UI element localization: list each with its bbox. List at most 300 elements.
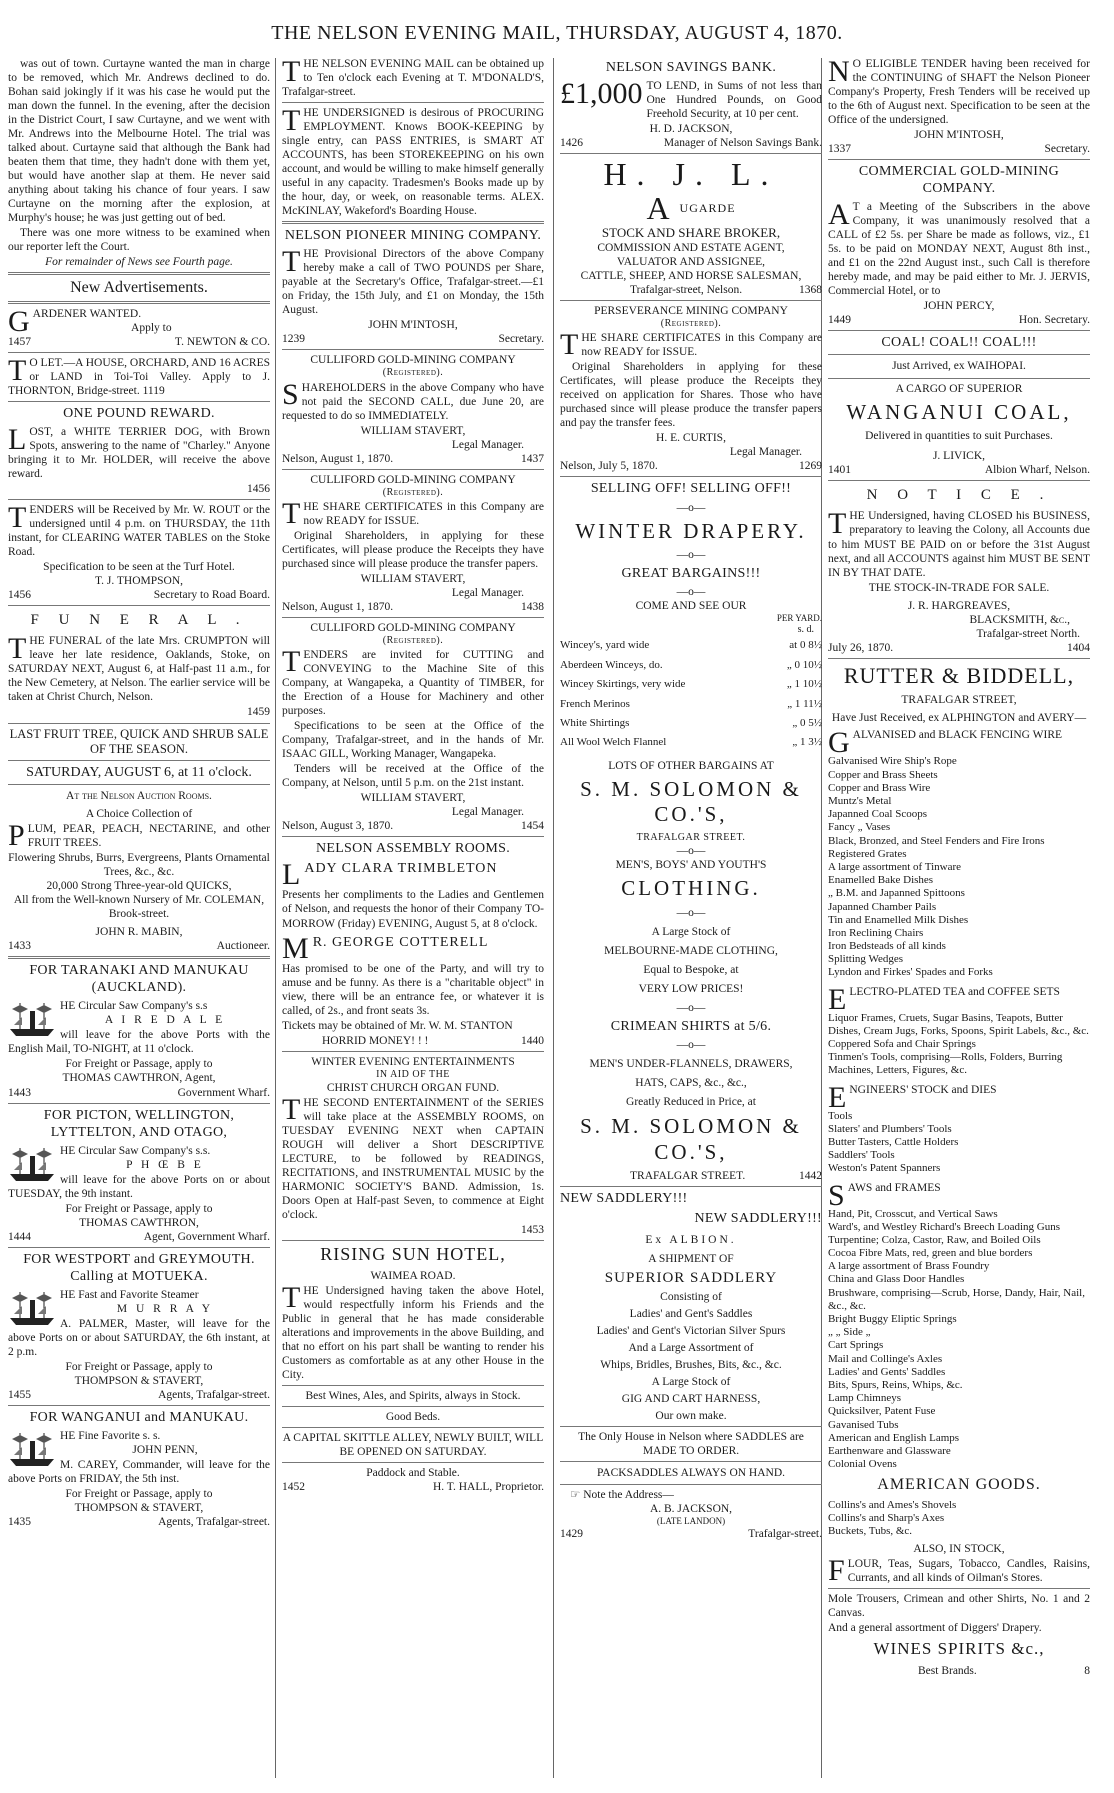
ad-text: Specification to be seen at the Turf Hotel. bbox=[43, 561, 235, 574]
ad-text: A CARGO OF SUPERIOR bbox=[895, 382, 1023, 395]
ad-number: 1440 bbox=[521, 1034, 544, 1047]
price-value: „ 0 5½ bbox=[792, 717, 822, 730]
ad-signature: THOMAS CAWTHRON, Agent, bbox=[62, 1072, 216, 1085]
ad-text: A. PALMER, Master, will leave for the above Ports on or about SATURDAY, the 6th instant, at 2 p.m. bbox=[8, 1317, 270, 1358]
pointing-hand-icon: ☞ bbox=[570, 1489, 581, 1502]
ad-text: (LATE LANDON) bbox=[656, 1516, 726, 1527]
ad-text: ENDERS are invited for CUTTING and CONVEYING to the Machine Site of this Company, at Wangapeka, a Quantity of TIMBER, for the Erection of a House for Machinery and other purposes. bbox=[282, 649, 544, 718]
drop-cap: T bbox=[282, 245, 301, 279]
ad-number: 1404 bbox=[1067, 641, 1090, 654]
product-list bbox=[828, 1110, 1090, 1176]
drop-cap: T bbox=[282, 104, 301, 138]
price-item: Wincey Skirtings, very wide bbox=[560, 678, 686, 691]
ad-number: 1444 bbox=[8, 1230, 31, 1243]
ad-heading: NELSON ASSEMBLY ROOMS. bbox=[315, 841, 511, 857]
product-item: Copper and Brass Wire bbox=[828, 781, 931, 794]
ad-culliford-2 bbox=[282, 473, 544, 614]
ad-rutter-biddell bbox=[828, 663, 1090, 1679]
drop-cap: T bbox=[8, 501, 27, 534]
ad-westport-steamer bbox=[8, 1251, 270, 1402]
divider bbox=[8, 605, 270, 606]
ad-evening-mail bbox=[282, 57, 544, 99]
ad-text: O ELIGIBLE TENDER having been received for the CONTINUING of SHAFT the Nelson Pioneer Company's Property, Fresh Tenders will be received up to the 6th of August next. Specification to be seen at the Office of the undersigned. bbox=[828, 58, 1090, 127]
ad-text: The Only House in Nelson where SADDLES are MADE TO ORDER. bbox=[578, 1431, 804, 1458]
ad-text: LECTRO-PLATED TEA and COFFEE SETS bbox=[849, 985, 1060, 998]
ad-rising-sun-hotel bbox=[282, 1244, 544, 1494]
ad-text: For Freight or Passage, apply to bbox=[65, 1361, 213, 1374]
price-item: Wincey's, yard wide bbox=[560, 639, 650, 652]
ad-signature: JOHN M'INTOSH, bbox=[914, 129, 1004, 142]
product-item: Iron Reclining Chairs bbox=[828, 926, 924, 939]
ad-winter-entertainments bbox=[282, 1055, 544, 1237]
ad-text: ALSO, IN STOCK, bbox=[913, 1543, 1005, 1556]
price-item: All Wool Welch Flannel bbox=[560, 736, 667, 749]
ad-text: Note the Address— bbox=[583, 1489, 674, 1502]
ornament: —o— bbox=[676, 1002, 706, 1014]
product-item: Galvanised Wire Ship's Rope bbox=[828, 755, 957, 768]
ad-text: HE Undersigned having taken the above Hotel, would respectfully inform his Friends and the Public in general that he has made considerable alterations and improvements in the above Building, and that no effort on his part shall be wanting to render his Customers as comfortable as at any other House in the City. bbox=[282, 1284, 544, 1382]
divider bbox=[8, 1247, 270, 1248]
ad-wanganui-steamer bbox=[8, 1409, 270, 1529]
divider bbox=[560, 476, 822, 477]
price-row bbox=[560, 636, 822, 655]
ad-number: 1457 bbox=[8, 335, 31, 348]
ad-heading: ONE POUND REWARD. bbox=[63, 405, 215, 421]
ad-text: HE SHARE CERTIFICATES in this Company are now READY for ISSUE. bbox=[581, 332, 822, 359]
ad-number: 1401 bbox=[828, 464, 851, 477]
ad-text: A CAPITAL SKITTLE ALLEY, NEWLY BUILT, WILL BE OPENED ON SATURDAY. bbox=[282, 1432, 544, 1459]
drop-cap: T bbox=[8, 353, 27, 387]
ad-road-tenders bbox=[8, 503, 270, 602]
ad-text: Have Just Received, ex ALPHINGTON and AVERY— bbox=[831, 712, 1087, 725]
ad-number: 1453 bbox=[521, 1223, 544, 1236]
product-item: Turpentine; Colza, Castor, Raw, and Boiled Oils bbox=[828, 1233, 1041, 1246]
ad-text: LUM, PEAR, PEACH, NECTARINE, and other FRUIT TREES. bbox=[27, 823, 270, 850]
ad-text: A Choice Collection of bbox=[85, 808, 193, 821]
divider bbox=[8, 499, 270, 500]
ad-text: Flowering Shrubs, Burrs, Evergreens, Plants Ornamental Trees, &c., &c. bbox=[8, 852, 270, 879]
product-item: Earthenware and Glassware bbox=[828, 1444, 951, 1457]
ad-signature: T. J. THOMPSON, bbox=[94, 575, 184, 588]
product-item: Cart Springs bbox=[828, 1339, 884, 1352]
ad-text: And a Large Assortment of bbox=[628, 1341, 754, 1354]
divider bbox=[8, 723, 270, 724]
ad-number: 1449 bbox=[828, 314, 851, 327]
ad-number: 1459 bbox=[247, 706, 270, 719]
ad-subheading: (Registered). bbox=[382, 367, 444, 379]
ad-heading: PERSEVERANCE MINING COMPANY bbox=[594, 305, 788, 318]
product-item: Saddlers' Tools bbox=[828, 1149, 895, 1162]
product-item: Bright Buggy Eliptic Springs bbox=[828, 1313, 957, 1326]
ad-text: Trafalgar-street North. bbox=[976, 627, 1080, 640]
ad-commercial-mining bbox=[828, 163, 1090, 327]
product-item: Weston's Patent Spanners bbox=[828, 1162, 941, 1175]
product-item: Colonial Ovens bbox=[828, 1458, 897, 1471]
ad-signature: A. B. JACKSON, bbox=[649, 1503, 733, 1516]
ad-text: O LET.—A HOUSE, ORCHARD, AND 16 ACRES or LAND in Toi-Toi Valley. Apply to J. THORNTON, Bridge-street. 1119 bbox=[8, 356, 270, 397]
divider bbox=[560, 153, 822, 154]
price-row bbox=[560, 733, 822, 752]
price-item: Aberdeen Winceys, do. bbox=[560, 658, 663, 671]
ad-text: Tenders will be received at the Office of the Company, at Nelson, until 5 p.m. on the 21st instant. bbox=[282, 763, 544, 790]
ad-text: HE Circular Saw Company's s.s. bbox=[60, 1144, 211, 1157]
column-3 bbox=[560, 56, 822, 1780]
divider bbox=[282, 102, 544, 103]
product-item: American and English Lamps bbox=[828, 1431, 960, 1444]
price-list bbox=[560, 636, 822, 752]
ad-text: CATTLE, SHEEP, AND HORSE SALESMAN, bbox=[580, 270, 802, 283]
product-item: Bits, Spurs, Reins, Whips, &c. bbox=[828, 1378, 963, 1391]
ornament: —o— bbox=[676, 906, 706, 919]
ad-savings-bank bbox=[560, 59, 822, 150]
ad-text: LOTS OF OTHER BARGAINS AT bbox=[608, 759, 774, 772]
drop-cap: L bbox=[8, 422, 27, 456]
new-ads-heading: New Advertisements. bbox=[70, 279, 208, 297]
divider bbox=[282, 1240, 544, 1241]
product-item: Brushware, comprising—Scrub, Horse, Dandy, Hair, Nail, &c., &c. bbox=[828, 1286, 1085, 1312]
ad-role: Hon. Secretary. bbox=[1018, 314, 1090, 327]
ad-text: Trafalgar-street. bbox=[748, 1528, 822, 1541]
product-item: Splitting Wedges bbox=[828, 953, 903, 966]
divider bbox=[282, 221, 544, 224]
ad-date: Nelson, July 5, 1870. bbox=[560, 460, 658, 473]
ad-number: 1269 bbox=[799, 460, 822, 473]
ad-text: For Freight or Passage, apply to bbox=[65, 1488, 213, 1501]
ad-heading: FOR TARANAKI AND MANUKAU (AUCKLAND). bbox=[29, 963, 249, 996]
ornament: —o— bbox=[676, 845, 706, 858]
ad-text: HE Provisional Directors of the above Company hereby make a call of TWO POUNDS per Share, payable at the Secretary's Office, Trafalgar-street.—£1 on Friday, the 15th July, and £1 on Monday, the 15th August. bbox=[282, 248, 544, 317]
ad-subheading: (Registered). bbox=[382, 635, 444, 646]
ad-text: PER YARD. bbox=[776, 613, 822, 624]
ad-number: 1433 bbox=[8, 940, 31, 953]
ad-bookkeeping bbox=[282, 106, 544, 218]
ad-text: VERY LOW PRICES! bbox=[638, 982, 744, 995]
divider bbox=[560, 1186, 822, 1187]
ad-text: Consisting of bbox=[660, 1290, 722, 1303]
ad-number: 8 bbox=[1084, 1665, 1090, 1678]
ad-signature: WILLIAM STAVERT, bbox=[360, 424, 466, 437]
ad-text: HE FUNERAL of the late Mrs. CRUMPTON will leave her late residence, Oaklands, Stoke, on SATURDAY NEXT, August 6, at Half-past 11 a.m., for the New Cemetery, at Nelson. The earlier service will be taken at Christ Church, Nelson. bbox=[8, 635, 270, 704]
news-remainder-note: For remainder of News see Fourth page. bbox=[45, 256, 233, 269]
ad-text: Paddock and Stable. bbox=[366, 1467, 460, 1480]
divider bbox=[282, 469, 544, 470]
ad-number: 1435 bbox=[8, 1516, 31, 1529]
ad-text: HE SHARE CERTIFICATES in this Company are now READY for ISSUE. bbox=[303, 500, 544, 527]
ad-assembly-rooms bbox=[282, 840, 544, 1047]
product-item: Quicksilver, Patent Fuse bbox=[828, 1405, 936, 1418]
ad-heading: COMMERCIAL GOLD-MINING COMPANY. bbox=[858, 164, 1060, 197]
ad-text: 20,000 Strong Three-year-old QUICKS, bbox=[46, 880, 232, 893]
drop-cap: G bbox=[828, 726, 850, 760]
ad-heading: SELLING OFF! SELLING OFF!! bbox=[590, 481, 792, 497]
ad-lugarde-broker bbox=[560, 157, 822, 297]
product-item: Iron Bedsteads of all kinds bbox=[828, 940, 946, 953]
ad-title: R. GEORGE COTTERELL bbox=[312, 934, 489, 950]
drop-cap: T bbox=[560, 328, 579, 362]
ad-role: Albion Wharf, Nelson. bbox=[984, 464, 1090, 477]
drop-cap: M bbox=[282, 931, 310, 965]
column-4 bbox=[828, 56, 1090, 1780]
ad-role: Manager of Nelson Savings Bank. bbox=[663, 137, 822, 150]
ad-text: HE Fine Favorite s. s. bbox=[60, 1430, 161, 1443]
ad-text: HORRID MONEY! ! ! bbox=[322, 1034, 429, 1047]
price-value: „ 1 3½ bbox=[792, 736, 822, 749]
ad-title: S. M. SOLOMON & CO.'S, bbox=[580, 1114, 802, 1164]
ad-funeral bbox=[8, 611, 270, 719]
ad-text: All from the Well-known Nursery of Mr. COLEMAN, Brook-street. bbox=[13, 894, 265, 921]
ad-number: 1437 bbox=[521, 452, 544, 465]
ad-title: WINES SPIRITS &c., bbox=[873, 1639, 1045, 1659]
product-item: Coppered Sofa and Chair Springs bbox=[828, 1038, 976, 1051]
divider bbox=[8, 1405, 270, 1406]
ad-signature: THOMPSON & STAVERT, bbox=[74, 1502, 204, 1515]
ad-title: RUTTER & BIDDELL, bbox=[843, 662, 1075, 688]
ad-text: Specifications to be seen at the Office of the Company, Trafalgar-street, and in the hands of Mr. ISAAC GILL, Working Manager, Wangapeka. bbox=[282, 720, 544, 761]
product-item: Registered Grates bbox=[828, 847, 907, 860]
ad-heading: WINTER EVENING ENTERTAINMENTS bbox=[311, 1055, 515, 1068]
product-list bbox=[828, 1499, 1090, 1539]
ad-text: MELBOURNE-MADE CLOTHING, bbox=[604, 944, 778, 957]
ad-text: Original Shareholders in applying for these Certificates, will please produce the Receipts they received on application for Shares. Those who have purchased since will please produce the transfer papers and pay the transfer fees. bbox=[560, 361, 822, 430]
ad-text: HAREHOLDERS in the above Company who have not paid the SECOND CALL, due June 20, are requested to do so IMMEDIATELY. bbox=[282, 381, 544, 422]
ad-text: Good Beds. bbox=[385, 1411, 441, 1424]
divider bbox=[8, 301, 270, 304]
ad-title: S. M. SOLOMON & CO.'S, bbox=[580, 776, 802, 827]
ad-fruit-sale bbox=[8, 727, 270, 954]
ad-picton-steamer bbox=[8, 1107, 270, 1244]
ad-number: 1429 bbox=[560, 1528, 583, 1541]
ad-pioneer-mining bbox=[282, 227, 544, 346]
product-item: Collins's and Sharp's Axes bbox=[828, 1512, 945, 1524]
ad-number: 1368 bbox=[799, 284, 822, 297]
ad-heading: NEW SADDLERY!!! bbox=[560, 1191, 688, 1207]
ad-number: 1456 bbox=[247, 482, 270, 495]
divider bbox=[828, 330, 1090, 331]
ornament: —o— bbox=[676, 586, 706, 599]
ad-title: WANGANUI COAL, bbox=[846, 399, 1072, 424]
ad-text: Mole Trousers, Crimean and other Shirts, No. 1 and 2 Canvas. bbox=[828, 1593, 1090, 1620]
product-item: Japanned Coal Scoops bbox=[828, 808, 927, 821]
ad-subheading: (Registered). bbox=[382, 486, 444, 498]
drop-cap: T bbox=[8, 632, 27, 666]
ad-title: UGARDE bbox=[679, 201, 736, 216]
ad-text: For Freight or Passage, apply to bbox=[65, 1202, 213, 1215]
ad-role: Legal Manager. bbox=[451, 586, 524, 599]
product-item: Enamelled Bake Dishes bbox=[828, 874, 934, 887]
product-item: „ „ Side „ bbox=[828, 1326, 871, 1339]
ad-heading: NELSON PIONEER MINING COMPANY. bbox=[284, 228, 542, 244]
ad-role: Secretary to Road Board. bbox=[153, 589, 270, 602]
divider bbox=[282, 349, 544, 350]
product-item: Black, Bronzed, and Steel Fenders and Fire Irons bbox=[828, 834, 1045, 847]
product-list bbox=[828, 1208, 1090, 1472]
ad-text: HE SECOND ENTERTAINMENT of the SERIES will take place at the ASSEMBLY ROOMS, on TUESDAY EVENING NEXT when CAPTAIN ROUGH will deliver a Short DESCRIPTIVE LECTURE, to be followed by READINGS, RECITATIONS, and INSTRUMENTAL MUSIC by the HARMONIC SOCIETY'S BAND. Admission, 1s. Doors Open at Half-past Seven, to commence at Eight o'clock. bbox=[282, 1096, 544, 1221]
drop-cap: T bbox=[282, 496, 301, 530]
ad-text: will leave for the above Ports on or about TUESDAY, the 9th instant. bbox=[8, 1173, 270, 1200]
ad-heading: RISING SUN HOTEL, bbox=[320, 1243, 506, 1264]
ad-role: Auctioneer. bbox=[216, 940, 270, 953]
ad-amount: £1,000 bbox=[560, 77, 643, 111]
steamship-icon bbox=[8, 1144, 56, 1184]
ad-subheading: WAIMEA ROAD. bbox=[370, 1269, 456, 1282]
ad-text: Best Wines, Ales, and Spirits, always in Stock. bbox=[305, 1390, 521, 1403]
product-item: Slaters' and Plumbers' Tools bbox=[828, 1122, 952, 1135]
ad-signature: H. E. CURTIS, bbox=[656, 432, 726, 445]
ad-text: HE NELSON EVENING MAIL can be obtained up to Ten o'clock each Evening at T. M'DONALD'S, Trafalgar-street. bbox=[282, 58, 544, 99]
ad-text: COME AND SEE OUR bbox=[635, 600, 747, 613]
ad-heading: NELSON SAVINGS BANK. bbox=[605, 60, 777, 75]
ad-heading: NEW SADDLERY!!! bbox=[694, 1211, 822, 1227]
ad-signature: THOMAS CAWTHRON, bbox=[79, 1216, 199, 1229]
product-item: Cocoa Fibre Mats, red, green and blue borders bbox=[828, 1247, 1033, 1260]
drop-cap: A bbox=[828, 198, 850, 232]
ad-number: 1456 bbox=[8, 589, 31, 602]
ad-text: will leave for the above Ports with the English Mail, TO-NIGHT, at 11 o'clock. bbox=[8, 1029, 270, 1056]
price-item: White Shirtings bbox=[560, 717, 630, 730]
drop-cap: T bbox=[282, 1280, 301, 1314]
ad-text: At the Nelson Auction Rooms. bbox=[66, 790, 212, 803]
product-item: Tools bbox=[828, 1109, 853, 1122]
divider bbox=[8, 401, 270, 402]
ad-subheading: TRAFALGAR STREET, bbox=[901, 694, 1017, 707]
drop-cap: S bbox=[828, 1178, 845, 1212]
ad-text: Trafalgar-street, Nelson. bbox=[630, 284, 743, 297]
ad-gardener bbox=[8, 304, 270, 349]
ad-text: For Freight or Passage, apply to bbox=[65, 1058, 213, 1071]
drop-cap: T bbox=[282, 56, 301, 88]
product-item: Ward's, and Westley Richard's Breech Loading Guns bbox=[828, 1220, 1061, 1233]
ad-text: Presents her compliments to the Ladies and Gentlemen of Nelson, and requests the honor of their Company TO-MORROW (Friday) EVENING, August 5, at 8 o'clock. bbox=[282, 889, 544, 930]
product-item: Buckets, Tubs, &c. bbox=[828, 1525, 913, 1538]
ad-text: A Large Stock of bbox=[651, 925, 731, 938]
ad-signature: JOHN R. MABIN, bbox=[95, 926, 183, 939]
ad-text: CRIMEAN SHIRTS at 5/6. bbox=[610, 1019, 772, 1035]
ad-text: Has promised to be one of the Party, and will try to amuse and be funny. As there is a "charitable object" in view, there will be an entrance fee, or whatever it is called, of 2s., and front seats 3s. bbox=[282, 962, 544, 1017]
ad-heading: CULLIFORD GOLD-MINING COMPANY bbox=[310, 473, 516, 486]
divider bbox=[828, 480, 1090, 481]
column-1 bbox=[8, 56, 270, 1780]
divider bbox=[8, 1103, 270, 1104]
ad-signature: J. LIVICK, bbox=[932, 450, 986, 463]
ship-name: M U R R A Y bbox=[116, 1302, 214, 1315]
ad-date: Nelson, August 1, 1870. bbox=[282, 452, 394, 465]
column-rule bbox=[275, 58, 276, 1778]
ad-text: A SHIPMENT OF bbox=[648, 1252, 734, 1265]
ad-role: Legal Manager. bbox=[451, 806, 524, 819]
product-item: Japanned Chamber Pails bbox=[828, 900, 937, 913]
ad-text: Delivered in quantities to suit Purchases. bbox=[865, 430, 1053, 443]
drop-cap: E bbox=[828, 1080, 847, 1114]
ad-role: Government Wharf. bbox=[177, 1086, 270, 1099]
ad-signature: T. NEWTON & CO. bbox=[174, 335, 270, 348]
ad-text: GREAT BARGAINS!!! bbox=[621, 566, 761, 582]
price-value: „ 1 11½ bbox=[787, 697, 822, 710]
ad-heading: F U N E R A L . bbox=[30, 612, 248, 629]
divider bbox=[282, 836, 544, 837]
ad-subheading: CHRIST CHURCH ORGAN FUND. bbox=[326, 1081, 500, 1094]
ad-title: SUPERIOR SADDLERY bbox=[604, 1269, 778, 1286]
ship-name: JOHN PENN, bbox=[132, 1444, 198, 1457]
ad-text: THE STOCK-IN-TRADE FOR SALE. bbox=[868, 581, 1050, 594]
ad-title: ADY CLARA TRIMBLETON bbox=[304, 861, 498, 877]
steamship-icon bbox=[8, 999, 56, 1039]
ad-role: Legal Manager. bbox=[729, 446, 802, 459]
ad-text: LOUR, Teas, Sugars, Tobacco, Candles, Raisins, Currants, and all kinds of Oilman's Stores. bbox=[847, 1558, 1090, 1585]
divider bbox=[8, 956, 270, 959]
ad-text: AWS and FRAMES bbox=[847, 1181, 941, 1194]
ad-signature: WILLIAM STAVERT, bbox=[360, 792, 466, 805]
steamship-icon bbox=[8, 1288, 56, 1328]
ad-subheading: TRAFALGAR STREET. bbox=[636, 832, 746, 844]
ad-number: 1426 bbox=[560, 137, 583, 150]
price-value: „ 0 10½ bbox=[786, 658, 822, 671]
product-item: Gavanised Tubs bbox=[828, 1418, 899, 1431]
ad-number: 1443 bbox=[8, 1086, 31, 1099]
product-item: Fancy „ Vases bbox=[828, 821, 891, 834]
ad-title: AMERICAN GOODS. bbox=[877, 1476, 1041, 1494]
product-item: China and Glass Door Handles bbox=[828, 1273, 965, 1286]
product-item: Tinmen's Tools, comprising—Rolls, Folders, Burring Machines, Letters, Figures, &c. bbox=[828, 1051, 1063, 1077]
ad-text: Ex ALBION. bbox=[645, 1233, 737, 1246]
masthead: THE NELSON EVENING MAIL, THURSDAY, AUGUST 4, 1870. bbox=[271, 22, 843, 44]
ad-text: TO LEND, in Sums of not less than One Hundred Pounds, on Good Freehold Security, at 10 per cent. bbox=[646, 80, 822, 121]
ad-heading: CULLIFORD GOLD-MINING COMPANY bbox=[310, 354, 516, 367]
ad-text: MEN'S UNDER-FLANNELS, DRAWERS, bbox=[589, 1058, 793, 1071]
news-paragraph: There was one more witness to be examined when our reporter left the Court. bbox=[8, 227, 270, 254]
product-item: A large assortment of Tinware bbox=[828, 860, 962, 873]
ad-signature: WILLIAM STAVERT, bbox=[360, 572, 466, 585]
divider bbox=[282, 1051, 544, 1052]
price-row bbox=[560, 656, 822, 675]
price-value: „ 1 10½ bbox=[786, 678, 822, 691]
drop-cap: T bbox=[282, 645, 301, 679]
ad-role: Secretary. bbox=[498, 333, 544, 346]
ad-text: Original Shareholders, in applying for these Certificates, will please produce the Receipts they have purchased since will please produce the transfer papers. bbox=[282, 529, 544, 570]
ad-title: H. J. L. A bbox=[603, 156, 779, 227]
ad-text: Whips, Bridles, Brushes, Bits, &c., &c. bbox=[600, 1358, 782, 1371]
ad-text: HATS, CAPS, &c., &c., bbox=[635, 1077, 747, 1090]
product-item: „ B.M. and Japanned Spittoons bbox=[828, 887, 965, 900]
ad-subheading: (Registered). bbox=[660, 318, 722, 330]
news-paragraph: was out of town. Curtayne wanted the man in charge to be removed, which Mr. Andrews declined to do. Bohan said jokingly if it was his case he would put the man down the funnel. In the evening, after the decision in the District Court, I saw Curtayne, and we went with Mr. Andrews into the Melbourne Hotel. The trial was talked about. Curtayne said that although the Bank had beaten them that time, they hadn't done with them yet, but would have another slap at them. He never said anything about taking his chance of four years. I saw Curtayne on the morning after the explosion, at Murphy's house; he was just getting out of bed. bbox=[8, 58, 270, 225]
ad-text: Equal to Bespoke, at bbox=[643, 963, 739, 976]
column-rule bbox=[553, 58, 554, 1778]
ad-text: M. CAREY, Commander, will leave for the above Ports on FRIDAY, the 5th inst. bbox=[8, 1459, 270, 1486]
ad-shaft-tender bbox=[828, 57, 1090, 156]
ad-heading: COAL! COAL!! COAL!!! bbox=[881, 335, 1037, 351]
ad-role: Agents, Trafalgar-street. bbox=[158, 1516, 270, 1529]
ad-text: ALVANISED and BLACK FENCING WIRE bbox=[852, 729, 1063, 742]
ad-role: Agent, Government Wharf. bbox=[143, 1230, 270, 1243]
ad-text: MEN'S, BOYS' AND YOUTH'S bbox=[615, 859, 767, 872]
ad-number: 1452 bbox=[282, 1481, 305, 1494]
divider bbox=[828, 159, 1090, 160]
price-item: French Merinos bbox=[560, 697, 630, 710]
drop-cap: T bbox=[828, 507, 847, 541]
ad-heading: LAST FRUIT TREE, QUICK AND SHRUB SALE OF THE SEASON. bbox=[9, 726, 269, 756]
product-item: Lamp Chimneys bbox=[828, 1392, 902, 1405]
ad-title: ARDENER WANTED. bbox=[32, 307, 142, 320]
drop-cap: E bbox=[828, 982, 847, 1016]
ad-saddlery bbox=[560, 1190, 822, 1541]
ad-coal bbox=[828, 334, 1090, 477]
ad-date: July 26, 1870. bbox=[828, 641, 894, 654]
ad-number: 1337 bbox=[828, 143, 851, 156]
ship-name: A I R E D A L E bbox=[104, 1014, 226, 1027]
product-item: Mail and Collinge's Axles bbox=[828, 1352, 943, 1365]
product-item: Hand, Pit, Crosscut, and Vertical Saws bbox=[828, 1207, 998, 1220]
ad-role: Legal Manager. bbox=[451, 438, 524, 451]
